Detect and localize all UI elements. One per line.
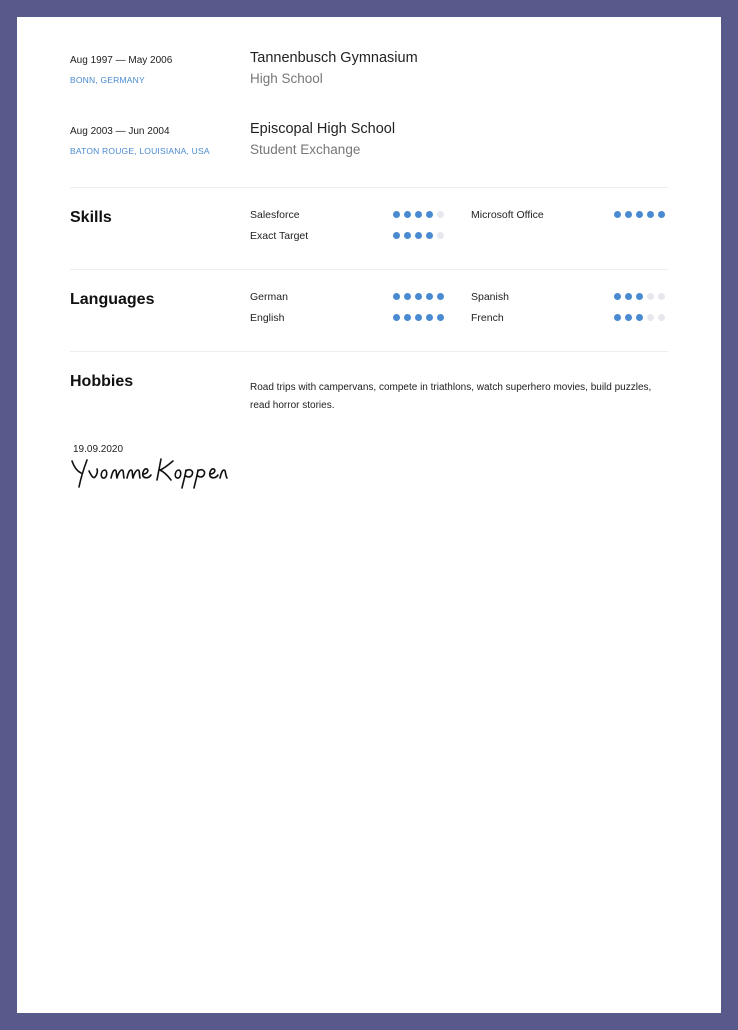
rating-dot-filled — [393, 293, 400, 300]
skill-label: Salesforce — [250, 209, 300, 221]
skills-section — [70, 209, 668, 259]
skill-label: Microsoft Office — [471, 209, 544, 221]
language-item — [471, 291, 669, 305]
language-item — [471, 312, 669, 326]
section-divider — [70, 187, 668, 188]
rating-dot-filled — [393, 314, 400, 321]
skill-item — [250, 209, 448, 223]
section-divider — [70, 351, 668, 352]
education-location: BATON ROUGE, LOUISIANA, USA — [70, 146, 210, 156]
education-degree: High School — [250, 71, 323, 86]
hobbies-text: Road trips with campervans, compete in triathlons, watch superhero movies, build puzzles, read horror stories. — [250, 382, 652, 411]
education-school: Tannenbusch Gymnasium — [250, 50, 418, 66]
rating-dot-filled — [426, 211, 433, 218]
skill-rating — [393, 232, 444, 239]
rating-dot-empty — [658, 293, 665, 300]
rating-dot-empty — [647, 314, 654, 321]
skill-rating — [393, 211, 444, 218]
hobbies-section — [70, 373, 668, 423]
rating-dot-filled — [404, 211, 411, 218]
skill-item — [250, 230, 448, 244]
language-rating — [393, 314, 444, 321]
rating-dot-filled — [658, 211, 665, 218]
rating-dot-empty — [658, 314, 665, 321]
section-divider — [70, 269, 668, 270]
language-item — [250, 291, 448, 305]
resume-page — [17, 17, 721, 1013]
rating-dot-filled — [614, 211, 621, 218]
rating-dot-filled — [404, 293, 411, 300]
language-label: German — [250, 291, 288, 303]
rating-dot-filled — [415, 293, 422, 300]
rating-dot-filled — [636, 211, 643, 218]
education-school: Episcopal High School — [250, 121, 396, 137]
language-label: French — [471, 312, 504, 324]
language-label: Spanish — [471, 291, 509, 303]
rating-dot-filled — [647, 211, 654, 218]
language-label: English — [250, 312, 285, 324]
rating-dot-filled — [393, 211, 400, 218]
rating-dot-filled — [415, 211, 422, 218]
rating-dot-filled — [426, 232, 433, 239]
education-dates: Aug 2003 — Jun 2004 — [70, 126, 170, 137]
languages-title: Languages — [70, 291, 155, 308]
education-dates: Aug 1997 — May 2006 — [70, 55, 173, 66]
rating-dot-filled — [404, 314, 411, 321]
rating-dot-filled — [393, 232, 400, 239]
rating-dot-empty — [647, 293, 654, 300]
education-location: BONN, GERMANY — [70, 75, 145, 85]
rating-dot-filled — [614, 293, 621, 300]
rating-dot-empty — [437, 232, 444, 239]
rating-dot-filled — [614, 314, 621, 321]
education-entry — [70, 121, 668, 176]
rating-dot-filled — [415, 314, 422, 321]
rating-dot-filled — [426, 293, 433, 300]
skill-item — [471, 209, 669, 223]
signature-image — [69, 453, 229, 489]
skill-rating — [614, 211, 665, 218]
rating-dot-filled — [636, 314, 643, 321]
hobbies-title: Hobbies — [70, 373, 134, 390]
rating-dot-filled — [625, 211, 632, 218]
rating-dot-filled — [636, 293, 643, 300]
signature-date: 19.09.2020 — [73, 444, 124, 455]
rating-dot-filled — [625, 314, 632, 321]
education-entry — [70, 50, 668, 105]
language-rating — [614, 293, 665, 300]
language-rating — [614, 314, 665, 321]
rating-dot-filled — [437, 293, 444, 300]
language-rating — [393, 293, 444, 300]
rating-dot-filled — [415, 232, 422, 239]
rating-dot-filled — [437, 314, 444, 321]
education-degree: Student Exchange — [250, 142, 361, 157]
skill-label: Exact Target — [250, 230, 309, 242]
rating-dot-filled — [404, 232, 411, 239]
languages-section — [70, 291, 668, 341]
language-item — [250, 312, 448, 326]
rating-dot-empty — [437, 211, 444, 218]
rating-dot-filled — [426, 314, 433, 321]
rating-dot-filled — [625, 293, 632, 300]
skills-title: Skills — [70, 209, 112, 226]
